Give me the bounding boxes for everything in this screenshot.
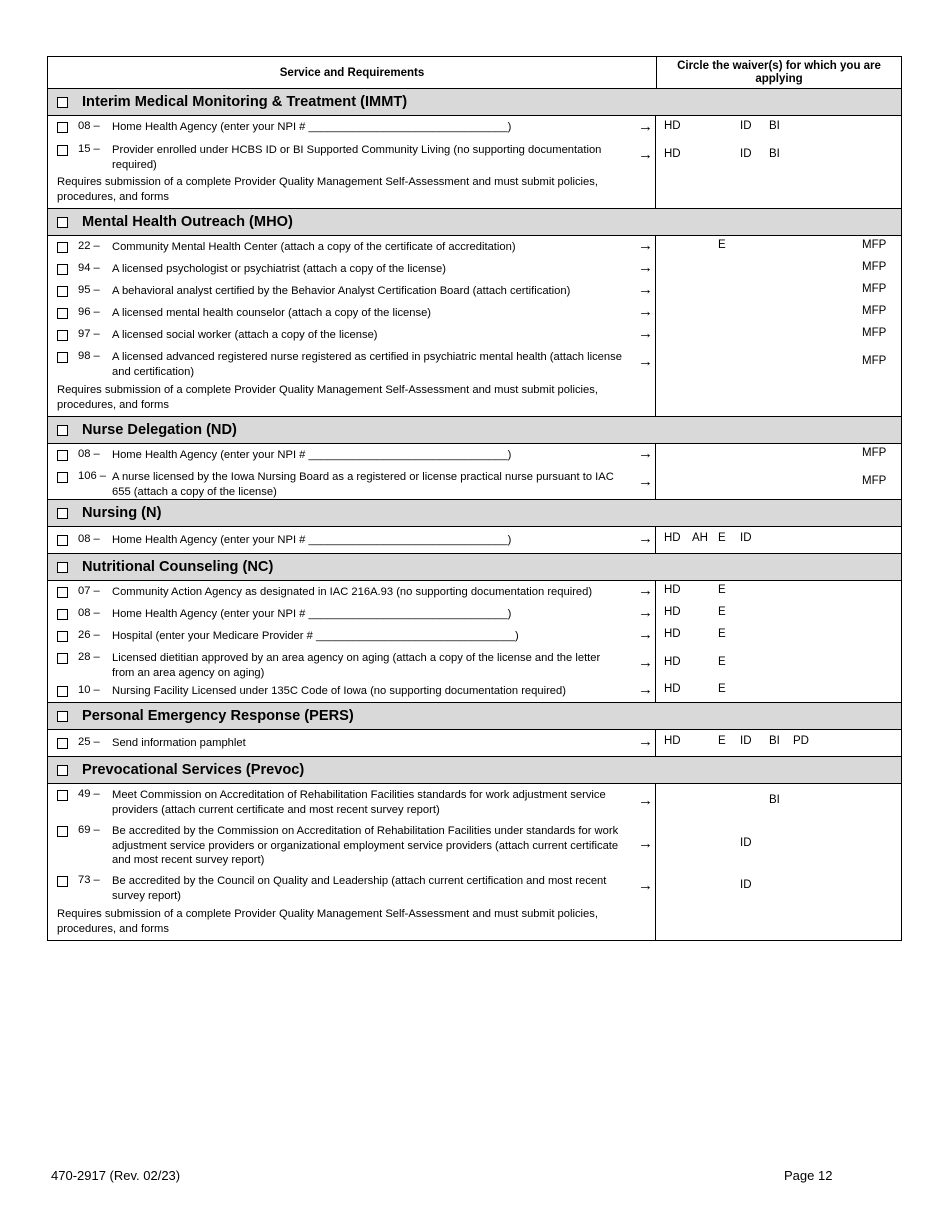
waiver-cell: [656, 346, 901, 380]
section-header: [48, 89, 901, 116]
arrow-right-icon: →: [638, 445, 653, 462]
service-description-cell: [48, 116, 656, 139]
service-checkbox[interactable]: [57, 286, 68, 297]
service-description-cell: [48, 444, 656, 466]
service-row: [48, 625, 901, 647]
section-header: [48, 416, 901, 444]
service-text: Home Health Agency (enter your NPI # ________________________________): [112, 608, 512, 620]
service-code: 94 –: [78, 262, 100, 274]
arrow-right-icon: →: [638, 530, 653, 547]
service-description-cell: [48, 258, 656, 280]
waiver-option[interactable]: PD: [793, 735, 809, 747]
section-title: Personal Emergency Response (PERS): [82, 708, 354, 724]
service-text: Nursing Facility Licensed under 135C Code of Iowa (no supporting documentation required): [112, 685, 566, 697]
waiver-cell: [656, 680, 901, 702]
waiver-option[interactable]: HD: [664, 532, 681, 544]
waiver-cell-empty: [656, 380, 901, 416]
service-row: [48, 139, 901, 172]
waiver-cell: [656, 581, 901, 603]
service-text: Community Mental Health Center (attach a copy of the certificate of accreditation): [112, 241, 516, 253]
waiver-option[interactable]: MFP: [862, 475, 887, 487]
waiver-cell: [656, 116, 901, 139]
section-header: [48, 208, 901, 236]
service-code: 15 –: [78, 143, 100, 155]
requirements-note-row: [48, 380, 901, 416]
waiver-option[interactable]: BI: [769, 148, 780, 160]
service-row: [48, 324, 901, 346]
service-checkbox[interactable]: [57, 653, 68, 664]
waiver-cell: [656, 302, 901, 324]
service-text: Home Health Agency (enter your NPI # ________________________________): [112, 449, 512, 461]
service-text: Be accredited by the Commission on Accreditation of Rehabilitation Facilities under standards for work adjustment service providers or organizational employment service providers (attach current certificate and most recent survey report): [112, 825, 619, 866]
service-row: [48, 346, 901, 380]
waiver-cell: [656, 625, 901, 647]
waiver-option[interactable]: HD: [664, 148, 681, 160]
arrow-right-icon: →: [638, 681, 653, 698]
service-row: [48, 444, 901, 466]
service-text: A licensed mental health counselor (attach a copy of the license): [112, 307, 432, 319]
waiver-option[interactable]: MFP: [862, 305, 887, 317]
requirements-note-cell: [48, 172, 656, 208]
arrow-right-icon: →: [638, 792, 653, 809]
service-row: [48, 603, 901, 625]
section-checkbox[interactable]: [57, 711, 68, 722]
service-description-cell: [48, 625, 656, 647]
waiver-option[interactable]: MFP: [862, 355, 887, 367]
service-description-cell: [48, 730, 656, 756]
service-code: 106 –: [78, 470, 106, 482]
service-text: A behavioral analyst certified by the Behavior Analyst Certification Board (attach certification): [112, 285, 571, 297]
section-checkbox[interactable]: [57, 562, 68, 573]
waiver-option[interactable]: AH: [692, 532, 708, 544]
service-text: A licensed psychologist or psychiatrist (attach a copy of the license): [112, 263, 446, 275]
arrow-right-icon: →: [638, 877, 653, 894]
waiver-cell-empty: [656, 172, 901, 208]
service-description-cell: [48, 346, 656, 380]
service-description-cell: [48, 603, 656, 625]
section-checkbox[interactable]: [57, 217, 68, 228]
service-code: 08 –: [78, 607, 100, 619]
waiver-option[interactable]: BI: [769, 735, 780, 747]
waiver-option[interactable]: E: [718, 606, 726, 618]
arrow-right-icon: →: [638, 626, 653, 643]
service-checkbox[interactable]: [57, 242, 68, 253]
waiver-cell: [656, 527, 901, 553]
arrow-right-icon: →: [638, 835, 653, 852]
arrow-right-icon: →: [638, 325, 653, 342]
waiver-cell: [656, 444, 901, 466]
waiver-option[interactable]: HD: [664, 656, 681, 668]
service-row: [48, 647, 901, 680]
service-code: 25 –: [78, 736, 100, 748]
waiver-cell: [656, 603, 901, 625]
section-checkbox[interactable]: [57, 97, 68, 108]
service-text: Licensed dietitian approved by an area agency on aging (attach a copy of the license and the letter from an area agency on aging): [112, 652, 601, 679]
waiver-cell: [656, 784, 901, 820]
waiver-cell: [656, 466, 901, 499]
service-checkbox[interactable]: [57, 330, 68, 341]
section-title: Mental Health Outreach (MHO): [82, 214, 293, 230]
waiver-option[interactable]: ID: [740, 532, 752, 544]
waiver-option[interactable]: E: [718, 532, 726, 544]
waiver-option[interactable]: HD: [664, 120, 681, 132]
service-checkbox[interactable]: [57, 264, 68, 275]
waiver-option[interactable]: HD: [664, 606, 681, 618]
waiver-option[interactable]: ID: [740, 120, 752, 132]
service-description-cell: [48, 647, 656, 680]
service-row: [48, 581, 901, 603]
arrow-right-icon: →: [638, 118, 653, 135]
service-row: [48, 258, 901, 280]
waiver-option[interactable]: E: [718, 628, 726, 640]
service-code: 26 –: [78, 629, 100, 641]
service-text: A licensed social worker (attach a copy of the license): [112, 329, 378, 341]
form-number: 470-2917 (Rev. 02/23): [51, 1168, 181, 1183]
requirements-note: Requires submission of a complete Provider Quality Management Self-Assessment and must submit policies, procedures, and forms: [57, 908, 598, 935]
service-checkbox[interactable]: [57, 587, 68, 598]
section-header: [48, 553, 901, 581]
requirements-note-cell: [48, 380, 656, 416]
service-checkbox[interactable]: [57, 631, 68, 642]
service-description-cell: [48, 680, 656, 702]
waiver-option[interactable]: HD: [664, 584, 681, 596]
arrow-right-icon: →: [638, 604, 653, 621]
service-text: Meet Commission on Accreditation of Rehabilitation Facilities standards for work adjustment service providers (attach current certificate and most recent survey report): [112, 789, 606, 816]
requirements-note: Requires submission of a complete Provider Quality Management Self-Assessment and must submit policies, procedures, and forms: [57, 384, 598, 411]
waiver-cell: [656, 820, 901, 870]
service-text: A nurse licensed by the Iowa Nursing Board as a registered or license practical nurse pursuant to IAC 655 (attach a copy of the license): [112, 471, 614, 498]
waiver-cell: [656, 730, 901, 756]
waiver-option[interactable]: HD: [664, 628, 681, 640]
waiver-option[interactable]: ID: [740, 735, 752, 747]
service-row: [48, 302, 901, 324]
service-code: 08 –: [78, 120, 100, 132]
requirements-note-row: [48, 904, 901, 940]
service-code: 08 –: [78, 448, 100, 460]
service-description-cell: [48, 139, 656, 172]
table-header: [48, 57, 901, 89]
waiver-option[interactable]: E: [718, 683, 726, 695]
section-checkbox[interactable]: [57, 765, 68, 776]
waiver-option[interactable]: MFP: [862, 239, 887, 251]
waiver-option[interactable]: MFP: [862, 261, 887, 273]
service-checkbox[interactable]: [57, 308, 68, 319]
service-text: Be accredited by the Council on Quality and Leadership (attach current certification and most recent survey report): [112, 875, 607, 902]
service-row: [48, 820, 901, 870]
service-row: [48, 784, 901, 820]
waiver-option[interactable]: E: [718, 735, 726, 747]
service-text: Home Health Agency (enter your NPI # ________________________________): [112, 534, 512, 546]
section-header: [48, 756, 901, 784]
service-code: 98 –: [78, 350, 100, 362]
service-row: [48, 236, 901, 258]
page-number: Page 12: [784, 1168, 833, 1183]
waiver-option[interactable]: BI: [769, 794, 780, 806]
arrow-right-icon: →: [638, 654, 653, 671]
waiver-cell: [656, 258, 901, 280]
service-checkbox[interactable]: [57, 876, 68, 887]
service-text: Hospital (enter your Medicare Provider # ________________________________): [112, 630, 519, 642]
service-checkbox[interactable]: [57, 738, 68, 749]
service-code: 97 –: [78, 328, 100, 340]
section-checkbox[interactable]: [57, 425, 68, 436]
service-description-cell: [48, 302, 656, 324]
waiver-cell: [656, 324, 901, 346]
arrow-right-icon: →: [638, 146, 653, 163]
service-description-cell: [48, 581, 656, 603]
waiver-cell: [656, 236, 901, 258]
service-checkbox[interactable]: [57, 826, 68, 837]
service-text: Community Action Agency as designated in IAC 216A.93 (no supporting documentation required): [112, 586, 593, 598]
section-title: Interim Medical Monitoring & Treatment (IMMT): [82, 94, 408, 110]
waiver-option[interactable]: HD: [664, 735, 681, 747]
service-description-cell: [48, 784, 656, 820]
waiver-option[interactable]: E: [718, 239, 726, 251]
waiver-cell: [656, 139, 901, 172]
waiver-cell: [656, 870, 901, 904]
waiver-cell-empty: [656, 904, 901, 940]
service-checkbox[interactable]: [57, 790, 68, 801]
service-code: 08 –: [78, 533, 100, 545]
service-code: 10 –: [78, 684, 100, 696]
arrow-right-icon: →: [638, 303, 653, 320]
header-waivers: Circle the waiver(s) for which you are applying: [677, 59, 881, 85]
service-code: 96 –: [78, 306, 100, 318]
waiver-option[interactable]: ID: [740, 837, 752, 849]
sections-container: [48, 89, 901, 940]
section-header: [48, 702, 901, 730]
service-description-cell: [48, 466, 656, 499]
waiver-option[interactable]: MFP: [862, 327, 887, 339]
requirements-note-row: [48, 172, 901, 208]
waiver-option[interactable]: ID: [740, 148, 752, 160]
waiver-option[interactable]: E: [718, 656, 726, 668]
waiver-option[interactable]: HD: [664, 683, 681, 695]
service-text: A licensed advanced registered nurse registered as certified in psychiatric mental health (attach license and certification): [112, 351, 622, 378]
arrow-right-icon: →: [638, 281, 653, 298]
waiver-option[interactable]: ID: [740, 879, 752, 891]
section-title: Nutritional Counseling (NC): [82, 559, 274, 575]
service-row: [48, 280, 901, 302]
service-row: [48, 466, 901, 499]
service-checkbox[interactable]: [57, 609, 68, 620]
service-checkbox[interactable]: [57, 352, 68, 363]
service-code: 07 –: [78, 585, 100, 597]
section-checkbox[interactable]: [57, 508, 68, 519]
waiver-cell: [656, 647, 901, 680]
requirements-note: Requires submission of a complete Provider Quality Management Self-Assessment and must submit policies, procedures, and forms: [57, 176, 598, 203]
requirements-note-cell: [48, 904, 656, 940]
section-title: Nursing (N): [82, 505, 162, 521]
arrow-right-icon: →: [638, 353, 653, 370]
service-row: [48, 870, 901, 904]
section-header: [48, 499, 901, 527]
waiver-cell: [656, 280, 901, 302]
service-code: 49 –: [78, 788, 100, 800]
waiver-option[interactable]: BI: [769, 120, 780, 132]
service-checkbox[interactable]: [57, 472, 68, 483]
service-code: 73 –: [78, 874, 100, 886]
service-row: [48, 527, 901, 553]
waiver-option[interactable]: MFP: [862, 447, 887, 459]
service-row: [48, 116, 901, 139]
service-text: Home Health Agency (enter your NPI # ________________________________): [112, 121, 512, 133]
waiver-option[interactable]: E: [718, 584, 726, 596]
service-text: Provider enrolled under HCBS ID or BI Supported Community Living (no supporting documentation required): [112, 144, 602, 171]
arrow-right-icon: →: [638, 259, 653, 276]
service-description-cell: [48, 820, 656, 870]
service-checkbox[interactable]: [57, 450, 68, 461]
service-description-cell: [48, 870, 656, 904]
service-description-cell: [48, 236, 656, 258]
service-description-cell: [48, 324, 656, 346]
service-row: [48, 730, 901, 756]
service-row: [48, 680, 901, 702]
service-text: Send information pamphlet: [112, 737, 246, 749]
service-checkbox[interactable]: [57, 122, 68, 133]
arrow-right-icon: →: [638, 582, 653, 599]
section-title: Nurse Delegation (ND): [82, 422, 237, 438]
service-code: 28 –: [78, 651, 100, 663]
header-service-requirements: Service and Requirements: [48, 57, 657, 88]
arrow-right-icon: →: [638, 733, 653, 750]
service-code: 22 –: [78, 240, 100, 252]
service-description-cell: [48, 280, 656, 302]
service-description-cell: [48, 527, 656, 553]
waiver-option[interactable]: MFP: [862, 283, 887, 295]
service-checkbox[interactable]: [57, 145, 68, 156]
arrow-right-icon: →: [638, 473, 653, 490]
service-code: 95 –: [78, 284, 100, 296]
service-checkbox[interactable]: [57, 686, 68, 697]
service-code: 69 –: [78, 824, 100, 836]
arrow-right-icon: →: [638, 237, 653, 254]
service-checkbox[interactable]: [57, 535, 68, 546]
services-table: [47, 56, 902, 941]
section-title: Prevocational Services (Prevoc): [82, 762, 305, 778]
